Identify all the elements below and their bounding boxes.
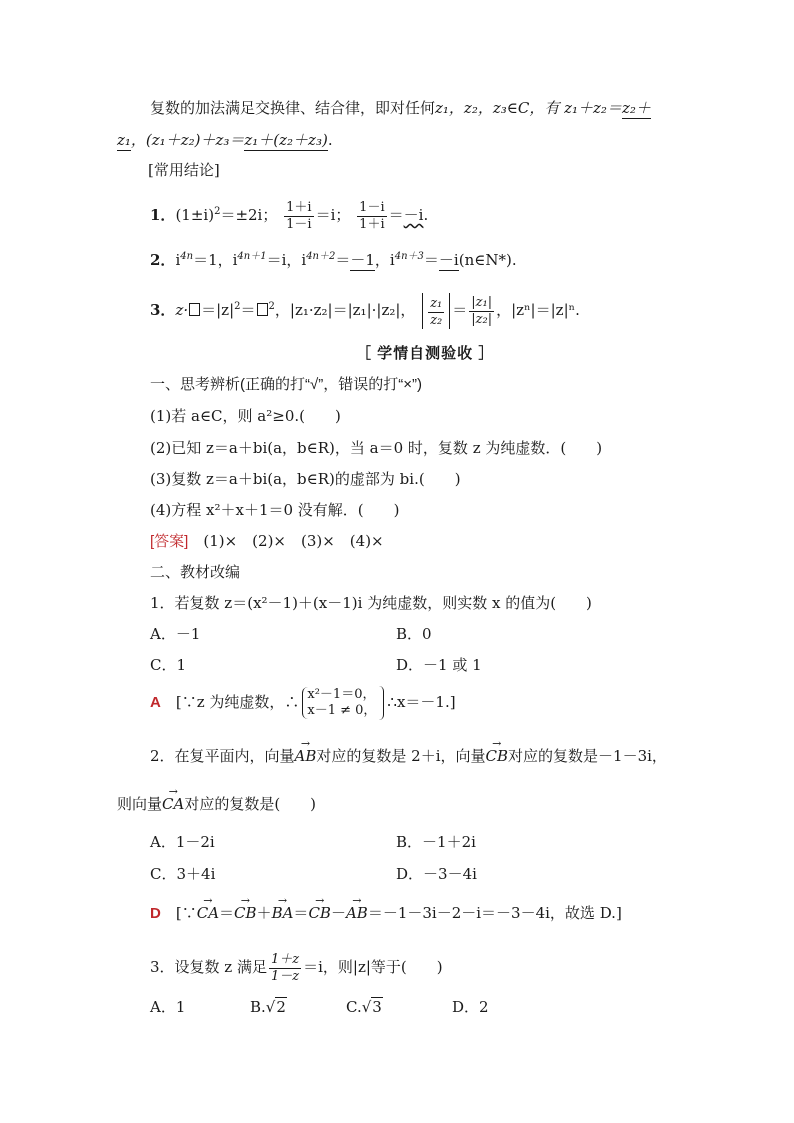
q1-sol-b: ∴x＝－1.]	[387, 693, 456, 711]
q2-solution: D [∵→ CA＝→ CB＋→ BA＝→ CB－→ AB＝－1－3i－2－i＝－3－4i，故选 D.]	[150, 903, 622, 924]
c3-text: z·	[175, 301, 189, 319]
intro-mid: ，(z₁＋z₂)＋z₃＝	[130, 131, 245, 149]
c3-eq2: ＝	[240, 301, 256, 319]
q1-sol-a: [∵z 为纯虚数，∴	[175, 693, 300, 711]
q2-option-c: C．3＋4i	[150, 865, 216, 883]
vector-cb: → CB	[486, 746, 509, 766]
part1-item-2: (2)已知 z＝a＋bi(a，b∈R)，当 a＝0 时，复数 z 为纯虚数．( )	[150, 439, 603, 457]
c3-abs-fraction: $\frac{\text{z₁}}{\text{z₂}}$	[422, 293, 450, 329]
q2-option-b: B．－1＋2i	[396, 833, 476, 851]
part1-item-3: (3)复数 z＝a＋bi(a，b∈R)的虚部为 bi.( )	[150, 470, 461, 488]
c1-fraction-1: $\frac{1+i}{1-i}$	[286, 199, 312, 232]
c2-mid: ，i	[374, 251, 395, 269]
conj-box-icon	[189, 303, 200, 316]
part1-item-1: (1)若 a∈C，则 a²≥0.( )	[150, 407, 341, 425]
q2-answer: D	[150, 905, 161, 922]
conj-box-icon-2	[257, 303, 268, 316]
sqrt-icon-2: √3	[361, 998, 382, 1016]
answer-text: (1)× (2)× (3)× (4)×	[203, 532, 384, 550]
vector-ab: → AB	[295, 746, 317, 766]
c3-num: 3．	[150, 301, 176, 319]
intro-line-2	[117, 130, 333, 150]
c3-sup1: 2	[234, 301, 241, 312]
q1-stem: 1．若复数 z＝(x²－1)＋(x－1)i 为纯虚数，则实数 x 的值为( )	[150, 594, 592, 612]
c2-sup-c: 4n＋2	[306, 251, 336, 262]
q1-option-b: B．0	[396, 625, 432, 643]
intro-answer-2: z₁	[117, 131, 131, 149]
q1-system: x²－1＝0， x－1 ≠ 0，	[302, 687, 376, 719]
c1-part3: ＝	[388, 206, 404, 224]
c2-ans-c: －1	[350, 251, 375, 269]
c3-eq3: ＝	[452, 301, 468, 319]
part2-title: 二、教材改编	[150, 563, 241, 581]
conclusion-3	[150, 292, 580, 329]
sqrt-icon: √2	[265, 998, 286, 1016]
c1-part2: ＝i；	[315, 206, 351, 224]
c2-eq-a: ＝1，i	[193, 251, 238, 269]
c3-fraction-2: $\frac{\text{|z₁|}}{\text{|z₂|}}$	[471, 294, 493, 327]
q1-option-a: A．－1	[150, 625, 201, 643]
conclusion-2	[150, 250, 517, 270]
q2-stem-2: 则向量→ CA对应的复数是( )	[117, 794, 316, 814]
sol-vector-ab: → AB	[346, 903, 368, 923]
c2-eq-c: ＝	[335, 251, 351, 269]
c3-eq1: ＝|z|	[201, 301, 235, 319]
q3-stem: 3．设复数 z 满足 $\frac{1+z}{1-z}$ ＝i，则|z|等于( )	[150, 951, 443, 984]
c2-eq-d: ＝	[423, 251, 439, 269]
intro-end: .	[327, 131, 333, 149]
c2-eq-b: ＝i，i	[266, 251, 307, 269]
q2-stem: 2．在复平面内，向量→ AB对应的复数是 2＋i，向量→ CB对应的复数是－1－3i，	[150, 746, 667, 766]
q3-option-d: D．2	[452, 998, 489, 1016]
c2-num: 2．	[150, 251, 176, 269]
part1-item-4: (4)方程 x²＋x＋1＝0 没有解．( )	[150, 501, 400, 519]
q1-solution	[150, 684, 456, 721]
q2-option-d: D．－3－4i	[396, 865, 477, 883]
intro-vars: z₁，z₂，z₃∈C，有 z₁＋z₂＝	[435, 99, 622, 117]
section-title: ［ 学情自测验收 ］	[356, 345, 495, 362]
c2-sup-b: 4n＋1	[237, 251, 267, 262]
part1-answer	[150, 531, 384, 552]
c1-num: 1．	[150, 206, 176, 224]
answer-label: [答案]	[150, 533, 189, 550]
c2-end: (n∈N*).	[458, 251, 517, 269]
c1-part1: (1±i)	[175, 206, 215, 224]
c3-mid: ，|z₁·z₂|＝|z₁|·|z₂|，	[274, 301, 416, 319]
c2-ans-d: －i	[438, 251, 459, 269]
conclusion-1	[150, 198, 428, 233]
q1-brace-right	[379, 686, 384, 720]
c3-end: ，|zⁿ|＝|z|ⁿ.	[496, 301, 580, 319]
q3-option-a: A．1	[150, 998, 186, 1016]
sol-vector-cb-2: → CB	[308, 903, 331, 923]
conclusions-heading: [常用结论]	[148, 161, 220, 179]
c1-sup: 2	[214, 206, 221, 217]
intro-answer-3: z₁＋(z₂＋z₃)	[244, 131, 328, 149]
q3-option-b: B.√2	[250, 998, 286, 1016]
part1-title: 一、思考辨析(正确的打“√”，错误的打“×”)	[150, 376, 422, 393]
sol-vector-cb: → CB	[234, 903, 257, 923]
q2-option-a: A．1－2i	[150, 833, 215, 851]
intro-text: 复数的加法满足交换律、结合律，即对任何	[150, 99, 436, 117]
q1-option-c: C．1	[150, 656, 187, 674]
intro-answer-1: z₂＋	[621, 99, 651, 117]
q3-fraction: $\frac{1+z}{1-z}$	[270, 951, 300, 984]
c3-sup2: 2	[268, 301, 275, 312]
c1-end: .	[423, 206, 429, 224]
c2-sup-d: 4n＋3	[394, 251, 424, 262]
q1-answer: A	[150, 694, 161, 711]
q1-option-d: D．－1 或 1	[396, 656, 482, 674]
c2-i: i	[175, 251, 181, 269]
vector-ca: → CA	[162, 794, 184, 814]
c1-part1c: ＝±2i；	[220, 206, 278, 224]
sol-vector-ca: → CA	[197, 903, 219, 923]
q3-option-c: C.√3	[346, 998, 382, 1016]
intro-line-1	[150, 98, 651, 118]
c1-fraction-2: $\frac{1-i}{1+i}$	[359, 199, 385, 232]
sol-vector-ba: → BA	[272, 903, 294, 923]
c1-answer: －i	[403, 206, 424, 224]
c2-sup-a: 4n	[180, 251, 194, 262]
